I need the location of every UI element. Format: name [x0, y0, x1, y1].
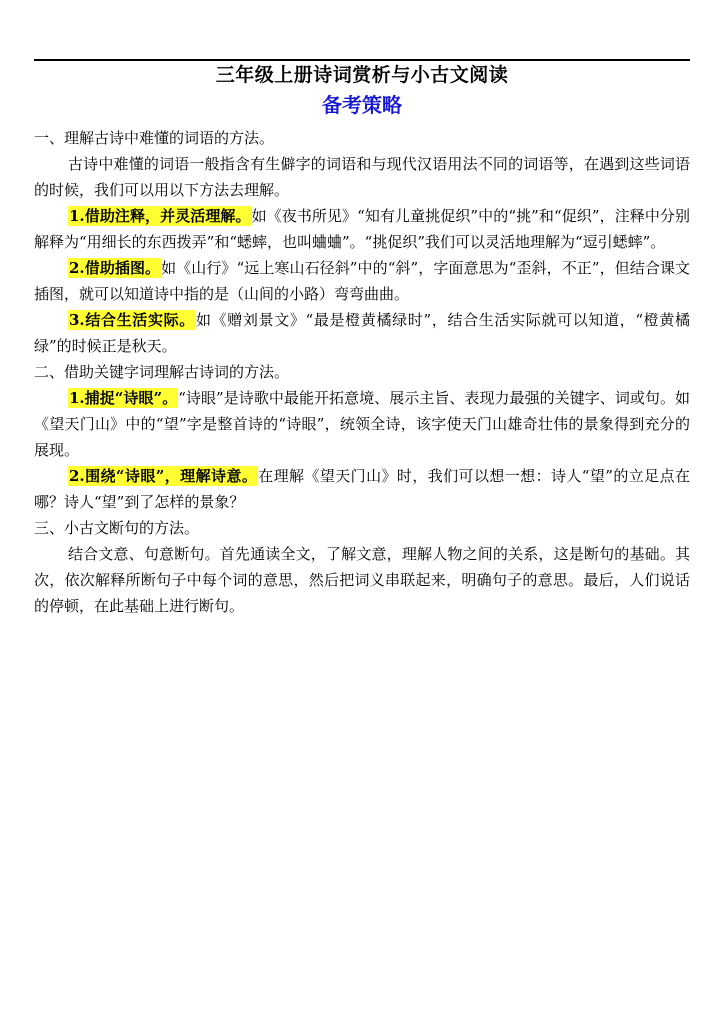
method-text: 如《赠刘景文》“最是橙黄橘绿时”，结合生活实际就可以知道，“橙黄橘绿”的时候正是秋天。 [34, 311, 690, 355]
method-text: 如《夜书所见》“知有儿童挑促织”中的“挑”和“促织”，注释中分别解释为“用细长的东西拨弄”和“蟋蟀，也叫蛐蛐”。“挑促织”我们可以灵活地理解为“逗引蟋蟀”。 [34, 207, 690, 251]
section-2-item-1 [34, 385, 690, 463]
section-heading-2: 二、借助关键字词理解古诗词的方法。 [34, 363, 290, 381]
section-1-item-1 [34, 203, 690, 255]
highlighted-method: 2.围绕“诗眼”，理解诗意。 [69, 467, 258, 485]
highlighted-method: 1.捕捉“诗眼”。 [69, 389, 178, 407]
highlighted-method: 3.结合生活实际。 [69, 311, 195, 329]
section-heading-3: 三、小古文断句的方法。 [34, 519, 200, 537]
header-rule [34, 59, 690, 61]
method-text: “诗眼”是诗歌中最能开拓意境、展示主旨、表现力最强的关键字、词或句。如《望天门山》中的“望”字是整首诗的“诗眼”，统领全诗，该字使天门山雄奇壮伟的景象得到充分的展现。 [34, 389, 690, 459]
section-1-intro: 古诗中难懂的词语一般指含有生僻字的词语和与现代汉语用法不同的词语等，在遇到这些词语的时候，我们可以用以下方法去理解。 [34, 155, 690, 199]
section-3-intro: 结合文意、句意断句。首先通读全文，了解文意，理解人物之间的关系，这是断句的基础。其次，依次解释所断句子中每个词的意思，然后把词义串联起来，明确句子的意思。最后，人们说话的停顿，在此基础上进行断句。 [34, 545, 690, 615]
page-subtitle: 备考策略 [322, 93, 402, 117]
method-text: 在理解《望天门山》时，我们可以想一想：诗人“望”的立足点在哪？诗人“望”到了怎样的景象？ [34, 467, 691, 511]
method-text: 如《山行》“远上寒山石径斜”中的“斜”，字面意思为“歪斜，不正”，但结合课文插图，就可以知道诗中指的是（山间的小路）弯弯曲曲。 [34, 259, 690, 303]
section-heading-1: 一、理解古诗中难懂的词语的方法。 [34, 129, 275, 147]
section-2-item-2 [34, 463, 690, 515]
document-body [34, 125, 690, 619]
section-1-item-2 [34, 255, 690, 307]
section-1-item-3 [34, 307, 690, 359]
page-title: 三年级上册诗词赏析与小古文阅读 [215, 64, 509, 86]
highlighted-method: 2.借助插图。 [69, 259, 161, 277]
highlighted-method: 1.借助注释，并灵活理解。 [69, 207, 251, 225]
